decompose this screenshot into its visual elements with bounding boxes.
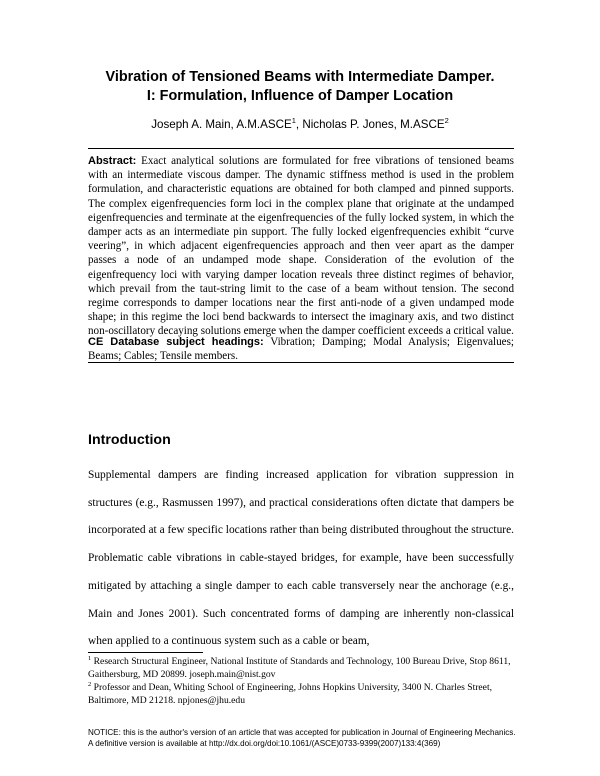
publication-notice: NOTICE: this is the author's version of an article that was accepted for publication in Journal of Engineering Mechanics. A definitive version is available at http://dx.doi.org/doi:10.1061/(ASCE)0733-9399(2007)133:4(369) — [88, 728, 516, 748]
abstract-text: Exact analytical solutions are formulated for free vibrations of tensioned beams with an intermediate viscous damper. The dynamic stiffness method is used in the problem formulation, and characteristic equations are obtained for both clamped and pinned supports. The complex eigenfrequencies form loci in the complex plane that originate at the undamped eigenfrequencies and terminate at the eigenfrequencies of the fully locked system, in which the damper acts as an intermediate pin support. The fully locked eigenfrequencies exhibit “curve veering”, in which adjacent eigenfrequencies approach and then veer apart as the damper passes a node of an undamped mode shape. Consideration of the evolution of the eigenfrequency loci with varying damper location reveals three distinct regimes of behavior, which prevail from the taut-string limit to the case of a beam without tension. The second regime corresponds to damper locations near the first anti-node of a given undamped mode shape; in this regime the loci bend backwards to intersect the imaginary axis, and two distinct non-oscillatory decaying solutions emerge when the damper coefficient exceeds a critical value. — [88, 155, 514, 338]
author-2: Nicholas P. Jones, M.ASCE — [302, 118, 445, 131]
subject-headings-label: CE Database subject headings: — [88, 336, 264, 348]
footnote-1 — [88, 655, 514, 681]
footnote-1-mark: 1 — [88, 655, 92, 662]
introduction-heading: Introduction — [88, 432, 171, 448]
paper-title — [60, 68, 540, 106]
footnote-rule — [88, 652, 203, 653]
footnote-1-text: Research Structural Engineer, National Institute of Standards and Technology, 100 Bureau Drive, Stop 8611, Gaithersburg, MD 20899. joseph.main@nist.gov — [88, 656, 511, 680]
abstract — [88, 154, 514, 339]
title-line-2: I: Formulation, Influence of Damper Location — [146, 88, 454, 104]
author-separator: , — [295, 118, 303, 131]
author-1-footnote-mark: 1 — [291, 116, 296, 125]
abstract-label: Abstract: — [88, 155, 137, 167]
author-1: Joseph A. Main, A.M.ASCE — [151, 118, 292, 131]
footnote-2-mark: 2 — [88, 681, 92, 688]
abstract-bottom-rule — [88, 362, 514, 363]
author-list — [60, 118, 540, 132]
title-line-1: Vibration of Tensioned Beams with Intermediate Damper. — [105, 69, 495, 85]
subject-headings-text: Vibration; Damping; Modal Analysis; Eigenvalues; Beams; Cables; Tensile members. — [88, 336, 514, 363]
author-2-footnote-mark: 2 — [444, 116, 449, 125]
abstract-top-rule — [88, 148, 514, 149]
footnote-2-text: Professor and Dean, Whiting School of Engineering, Johns Hopkins University, 3400 N. Charles Street, Baltimore, MD 21218. npjones@jhu.edu — [88, 682, 493, 706]
introduction-paragraph: Supplemental dampers are finding increased application for vibration suppression in structures (e.g., Rasmussen 1997), and practical considerations often dictate that dampers be incorporated at a few specific locations rather than being distributed throughout the structure. Problematic cable vibrations in cable-stayed bridges, for example, have been successfully mitigated by attaching a single damper to each cable transversely near the anchorage (e.g., Main and Jones 2001). Such concentrated forms of damping are inherently non-classical when applied to a continuous system such as a cable or beam, — [88, 469, 514, 648]
footnote-2 — [88, 681, 514, 707]
subject-headings — [88, 335, 514, 363]
